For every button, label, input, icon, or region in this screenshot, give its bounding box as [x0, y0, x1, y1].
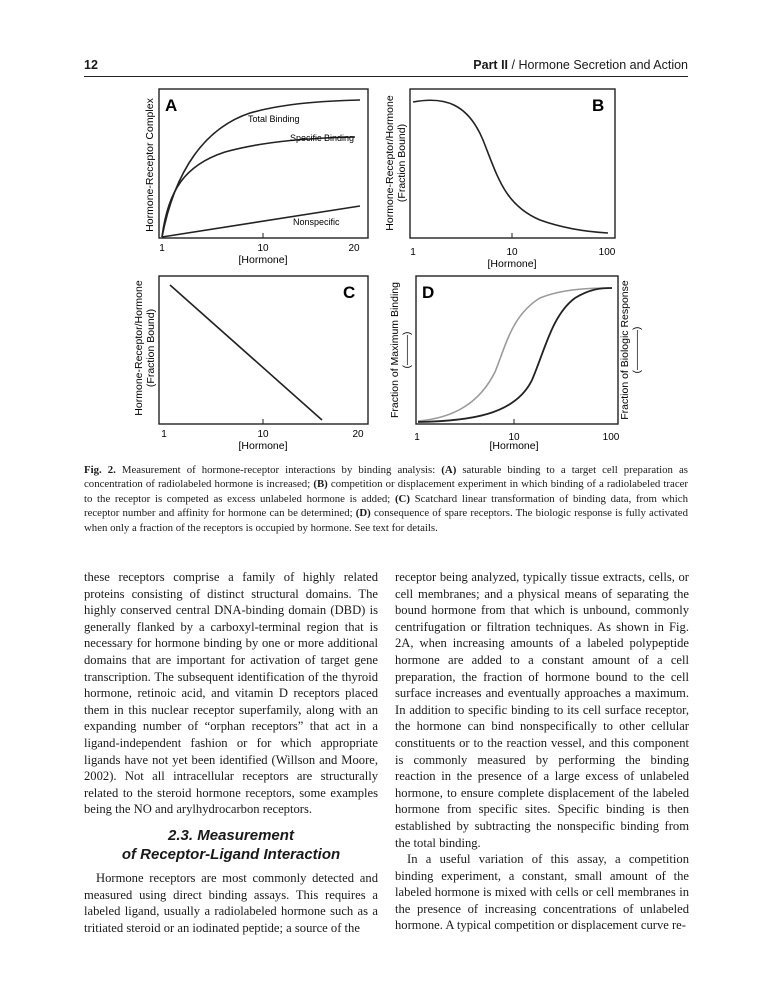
panel-b-xlabel: [Hormone]: [487, 258, 537, 270]
panel-d-ylabel-left-2: (———): [402, 331, 413, 369]
panel-c-ylabel-1: Hormone-Receptor/Hormone: [133, 280, 145, 416]
panel-d-xlabel: [Hormone]: [489, 440, 539, 452]
panel-c-xlabel: [Hormone]: [238, 440, 288, 452]
panel-a-tick-20: 20: [348, 243, 360, 254]
body-paragraph: receptor being analyzed, typically tissue extracts, cells, or cell membranes; and a physical means of separating the bound hormone from that which is unbound, commonly centrifugation or filtration techniques. As shown in Fig. 2A, when increasing amounts of a labeled polypeptide hormone are added to a constant amount of a cell preparation, the fraction of hormone bound to the cell surface increases and eventually approaches a maximum. In addition to specific binding to its cell surface receptor, the hormone can bind nonspecifically to other cellular constituents or to the reaction vessel, and this component is commonly measured by performing the binding reaction in the presence of a large excess of unlabeled hormone, to ensure complete displacement of the labeled hormone from specific sites. Specific binding is then established by subtracting the nonspecific binding from the total binding.: [395, 570, 689, 850]
figure-caption: [84, 463, 688, 535]
panel-d: [389, 276, 643, 452]
panel-b-frame: [410, 89, 615, 238]
panel-a-tick-1: 1: [159, 243, 165, 254]
panel-b-tick-1: 1: [410, 247, 416, 258]
panel-d-ylabel-right-1: Fraction of Biologic Response: [619, 280, 631, 420]
panel-b-tick-10: 10: [506, 247, 518, 258]
panel-c-frame: [159, 276, 368, 424]
part-label: Part II: [473, 58, 509, 72]
panel-d-tick-100: 100: [602, 432, 620, 443]
panel-c-tick-10: 10: [257, 429, 269, 440]
panel-a-frame: [159, 89, 368, 238]
panel-b-ylabel-1: Hormone-Receptor/Hormone: [384, 95, 396, 231]
panel-c-ylabel-2: (Fraction Bound): [145, 308, 157, 388]
panel-c-scatchard-line: [170, 285, 322, 420]
panel-a-label-nonspecific: Nonspecific: [293, 217, 340, 227]
panel-c-tick-20: 20: [352, 429, 364, 440]
panel-a-xlabel: [Hormone]: [238, 254, 288, 266]
caption-label: Fig. 2.: [84, 464, 116, 476]
section-heading-line-1: 2.3. Measurement: [168, 826, 294, 844]
page-number: 12: [84, 58, 98, 72]
caption-b: (B): [313, 478, 328, 491]
panel-a-ylabel: Hormone-Receptor Complex: [144, 98, 156, 232]
section-heading-line-2: of Receptor-Ligand Interaction: [121, 845, 341, 863]
panel-b-displacement-curve: [413, 100, 608, 233]
caption-text-3: Scatchard linear transformation of binding data, from which receptor number and affinity for hormone can be determined;: [84, 492, 688, 520]
caption-text-0: Measurement of hormone-receptor interactions by binding analysis:: [115, 464, 442, 476]
figure-2: [0, 0, 772, 470]
caption-text-4: consequence of spare receptors. The biologic response is fully activated when only a fraction of the receptors is occupied by hormone. See text for details.: [84, 507, 688, 534]
running-title-text: / Hormone Secretion and Action: [508, 58, 688, 72]
caption-d: (D): [355, 507, 371, 520]
panel-a: [144, 89, 368, 266]
panel-d-ylabel-left-1: Fraction of Maximum Binding: [389, 282, 401, 418]
panel-d-letter: D: [422, 283, 435, 302]
body-paragraph: Hormone receptors are most commonly detected and measured using direct binding assays. This requires a labeled ligand, usually a radiolabeled hormone such as a tritiated steroid or an iodinated peptide; a source of the: [84, 870, 378, 935]
caption-c: (C): [394, 492, 410, 505]
panel-c-letter: C: [343, 283, 356, 302]
caption-text-1: saturable binding to a target cell preparation as concentration of radiolabeled hormone is increased;: [84, 464, 688, 491]
panel-d-ylabel-right-2: (————): [632, 326, 643, 374]
panel-d-frame: [416, 276, 618, 424]
panel-a-label-specific: Specific Binding: [290, 133, 355, 143]
body-column-right: [395, 569, 689, 934]
panel-d-binding-curve: [418, 288, 612, 422]
body-column-left: [84, 569, 378, 936]
panel-c-tick-1: 1: [161, 429, 167, 440]
panel-b-tick-100: 100: [598, 247, 616, 258]
panel-d-tick-10: 10: [508, 432, 520, 443]
panel-b-ylabel-2: (Fraction Bound): [396, 123, 408, 203]
panel-a-label-total: Total Binding: [248, 114, 300, 124]
caption-text-2: competition or displacement experiment in which binding of a radiolabeled tracer to the receptor is competed as excess unlabeled hormone is added;: [84, 478, 688, 505]
panel-b-letter: B: [592, 96, 605, 115]
section-heading: [84, 826, 378, 864]
body-paragraph: these receptors comprise a family of highly related proteins consisting of distinct structural domains. The highly conserved central DNA-binding domain (DBD) is generally flanked by a carboxyl-terminal region that is necessary for hormone binding by one or more additional domains that are important for activation of target gene transcription. The subsequent identification of the thyroid hormone, retinoic acid, and vitamin D receptors placed them in this nuclear receptor superfamily, along with an expanding number of “orphan receptors” that act in a ligand-independent fashion or for which appropriate ligands have not yet been identified (Willson and Moore, 2002). Not all intracellular receptors are structurally related to the steroid hormone receptors, some examples being the NO and arylhydrocarbon receptors.: [84, 570, 378, 817]
panel-b: [384, 89, 616, 270]
body-paragraph: In a useful variation of this assay, a competition binding experiment, a constant, small amount of the labeled hormone is mixed with cells or cell membranes in the presence of increasing concentrations of unlabeled hormone. A typical competition or displacement curve re-: [395, 852, 689, 933]
panel-c: [133, 276, 368, 452]
panel-a-tick-10: 10: [257, 243, 269, 254]
panel-d-tick-1: 1: [414, 432, 420, 443]
caption-a: (A): [441, 464, 457, 476]
panel-a-letter: A: [165, 96, 178, 115]
